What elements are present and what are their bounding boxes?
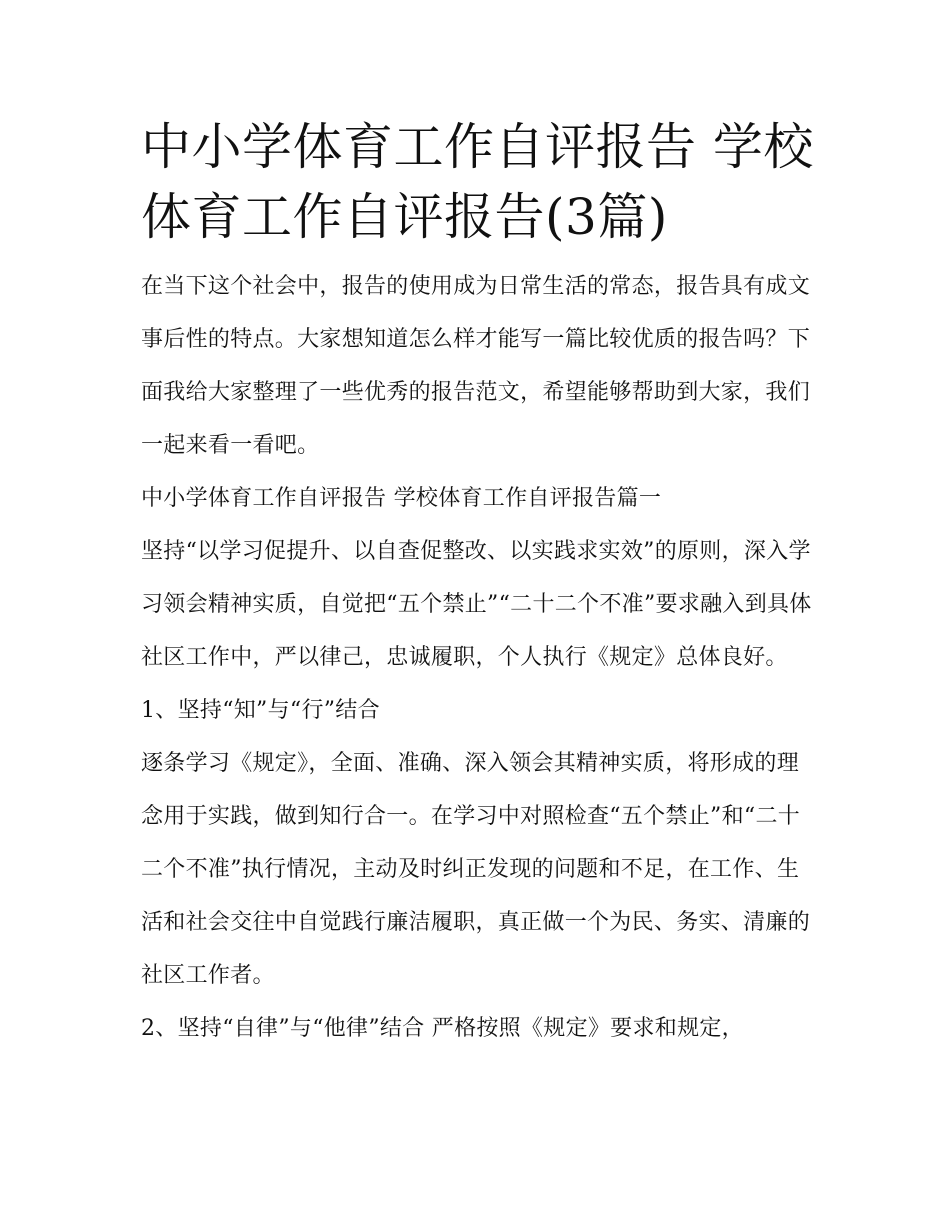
paragraph-text: 2、坚持“自律”与“他律”结合 严格按照《规定》要求和规定， xyxy=(141,1016,744,1041)
paragraph-text: 逐条学习《规定》，全面、准确、深入领会其精神实质，将形成的理念用于实践，做到知行合一。在学习中对照检查“五个禁止”和“二十二个不准”执行情况，主动及时纠正发现的问题和不足，在工作、生活和社会交往中自觉践行廉洁履职，真正做一个为民、务实、清廉的社区工作者。 xyxy=(141,751,811,988)
list-heading-2 xyxy=(141,1002,821,1055)
intro-paragraph xyxy=(141,260,821,472)
body-paragraph xyxy=(141,737,821,1002)
list-heading-1 xyxy=(141,684,821,737)
paragraph-text: 在当下这个社会中，报告的使用成为日常生活的常态，报告具有成文事后性的特点。大家想知道怎么样才能写一篇比较优质的报告吗？下面我给大家整理了一些优秀的报告范文，希望能够帮助到大家，我们一起来看一看吧。 xyxy=(141,274,811,458)
document-page xyxy=(141,112,821,1055)
paragraph-text: 1、坚持“知”与“行”结合 xyxy=(141,698,380,723)
body-paragraph xyxy=(141,525,821,684)
document-title: 中小学体育工作自评报告 学校体育工作自评报告(3篇) xyxy=(141,118,814,246)
paragraph-text: 坚持“以学习促提升、以自查促整改、以实践求实效”的原则，深入学习领会精神实质，自觉把“五个禁止”“二十二个不准”要求融入到具体社区工作中，严以律己，忠诚履职，个人执行《规定》总体良好。 xyxy=(141,539,812,670)
section-heading xyxy=(141,472,821,525)
paragraph-text: 中小学体育工作自评报告 学校体育工作自评报告篇一 xyxy=(141,486,662,511)
